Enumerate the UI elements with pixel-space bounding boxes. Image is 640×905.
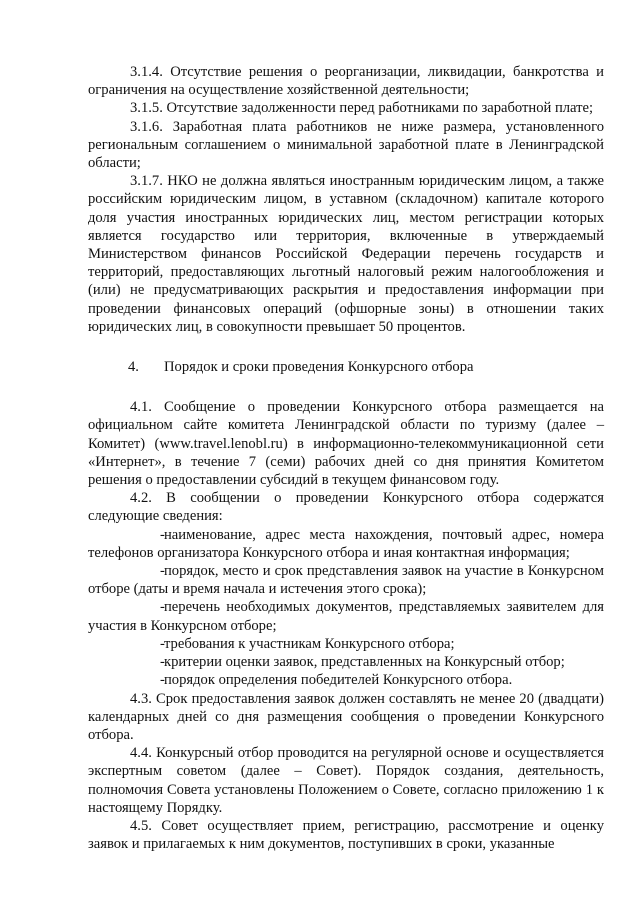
list-dash: - [160, 599, 165, 616]
paragraph-4-3: 4.3. Срок предоставления заявок должен составлять не менее 20 (двадцати) календарных дней со дня размещения сообщения о проведении Конкурсного отбора. [88, 690, 604, 743]
list-item-text: требования к участникам Конкурсного отбора; [164, 635, 455, 652]
list-item [88, 635, 604, 653]
list-item [88, 562, 604, 598]
paragraph-3-1-4: 3.1.4. Отсутствие решения о реорганизации, ликвидации, банкротства и ограничения на осуществление хозяйственной деятельности; [88, 64, 604, 99]
paragraph-3-1-7: 3.1.7. НКО не должна являться иностранным юридическим лицом, а также российским юридическим лицом, в уставном (складочном) капитале которого доля участия иностранных юридических лиц, местом регистрации которых является государство или территория, включенные в утверждаемый Министерством финансов Российской Федерации перечень государств и территорий, предоставляющих льготный налоговый режим налогообложения и (или) не предусматривающих раскрытия и предоставления информации при проведении финансовых операций (офшорные зоны) в отношении таких юридических лиц, в совокупности превышает 50 процентов. [88, 173, 604, 335]
list-item-text: перечень необходимых документов, представляемых заявителем для участия в Конкурсном отборе; [88, 599, 604, 634]
paragraph-4-2: 4.2. В сообщении о проведении Конкурсного отбора содержатся следующие сведения: [88, 490, 604, 525]
paragraph-4-1: 4.1. Сообщение о проведении Конкурсного отбора размещается на официальном сайте комитета Ленинградской области по туризму (далее – Комитет) (www.travel.lenobl.ru) в информационно-телекоммуникационной сети «Интернет», в течение 7 (семи) рабочих дней со дня принятия Комитетом решения о предоставлении субсидий в текущем финансовом году. [88, 399, 604, 489]
section-number: 4. [128, 359, 139, 376]
section-title: Порядок и сроки проведения Конкурсного отбора [164, 359, 474, 376]
paragraph-4-4: 4.4. Конкурсный отбор проводится на регулярной основе и осуществляется экспертным советом (далее – Совет). Порядок создания, деятельность, полномочия Совета установлены Положением о Совете, согласно приложению 1 к настоящему Порядку. [88, 745, 604, 816]
list-item [88, 671, 604, 689]
paragraph-4-5: 4.5. Совет осуществляет прием, регистрацию, рассмотрение и оценку заявок и прилагаемых к ним документов, поступивших в сроки, указанные [88, 817, 604, 853]
list-item [88, 526, 604, 562]
section-heading-4 [88, 358, 604, 376]
paragraph-3-1-5: 3.1.5. Отсутствие задолженности перед работниками по заработной плате; [130, 100, 594, 117]
list-item [88, 598, 604, 634]
list-dash: - [160, 654, 165, 671]
list-item-text: критерии оценки заявок, представленных на Конкурсный отбор; [164, 654, 565, 671]
list-dash: - [160, 672, 165, 689]
paragraph-3-1-6: 3.1.6. Заработная плата работников не ниже размера, установленного региональным соглашением о минимальной заработной плате в Ленинградской области; [88, 118, 604, 172]
list-item-text: порядок определения победителей Конкурсного отбора. [164, 672, 513, 689]
list-item [88, 653, 604, 671]
list-dash: - [160, 563, 165, 580]
document-page [88, 63, 604, 853]
list-item-text: наименование, адрес места нахождения, почтовый адрес, номера телефонов организатора Конкурсного отбора и иная контактная информация; [88, 526, 604, 561]
list-item-text: порядок, место и срок представления заявок на участие в Конкурсном отборе (даты и время начала и истечения этого срока); [88, 563, 604, 598]
list-dash: - [160, 635, 165, 652]
list-dash: - [160, 526, 165, 543]
